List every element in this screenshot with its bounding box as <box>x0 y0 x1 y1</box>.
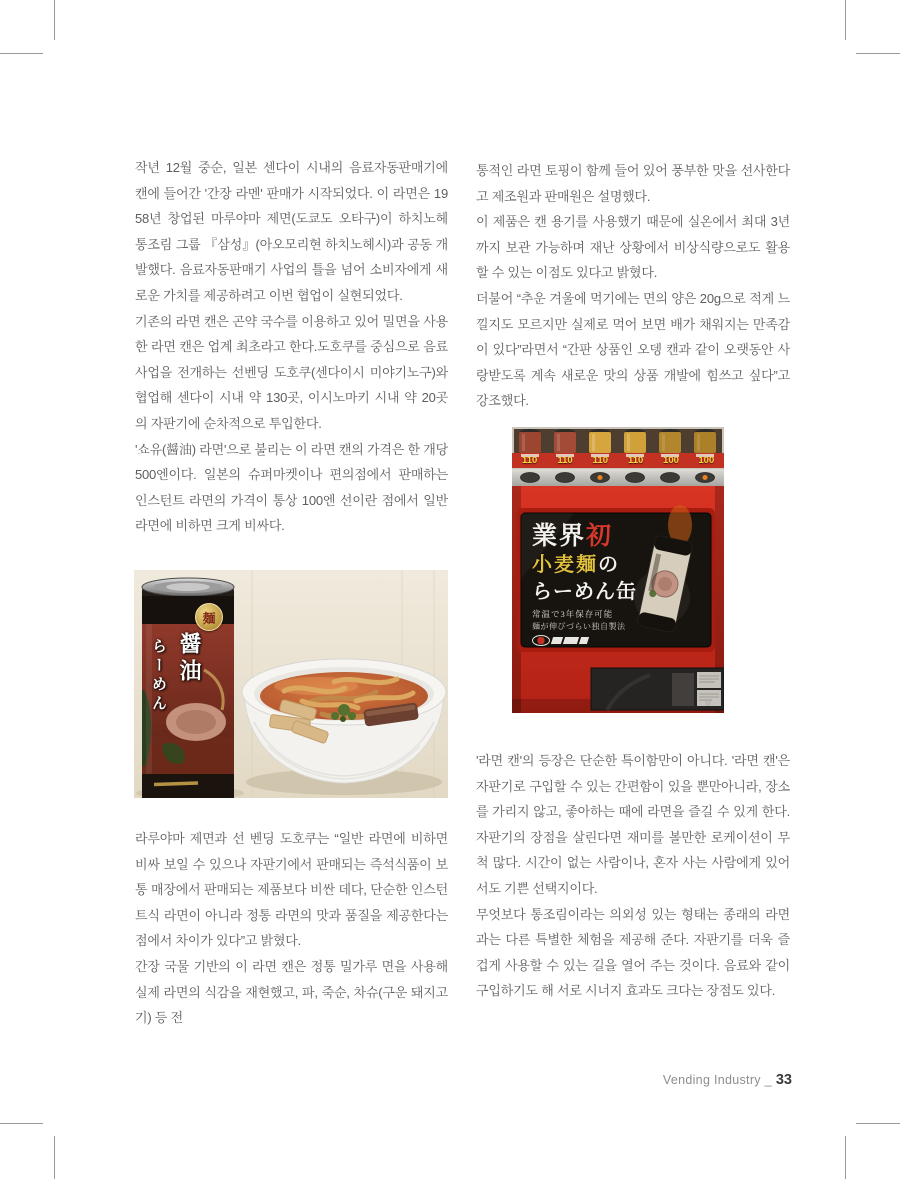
poster-subline-1: 常温で3年保存可能 <box>532 609 614 619</box>
poster-headline-2-accent: 小麦麺 <box>532 554 598 576</box>
crop-mark-top-right-h <box>856 53 900 54</box>
poster-headline-3: らーめん缶 <box>532 581 637 603</box>
poster-headline-2: 小麦麺の <box>532 554 620 576</box>
ramen-can-and-bowl-photo <box>134 570 448 798</box>
poster-subline-2: 麺が伸びづらい独自製法 <box>532 621 626 631</box>
paragraph: 더불어 “추운 겨울에 먹기에는 면의 양은 20g으로 적게 느낄지도 모르지만 실제로 먹어 보면 배가 채워지는 만족감이 있다”라면서 “간판 상품인 오뎅 캔과 같이 오랫동안 사랑받도록 계속 새로운 맛의 상품 개발에 힘쓰고 싶다”고 강조했다. <box>476 290 790 409</box>
maker-logo-mark <box>563 637 579 644</box>
vending-machine-photo <box>512 427 724 713</box>
maker-logo <box>532 636 658 646</box>
price-label: 110 <box>627 455 644 466</box>
paragraph: 통적인 라면 토핑이 함께 들어 있어 풍부한 맛을 선사한다고 제조원과 판매원은 설명했다. <box>476 163 790 204</box>
can-noodle-badge: 麺 <box>195 603 223 631</box>
crop-mark-top-right-v <box>845 0 846 40</box>
price-label: 110 <box>522 455 538 466</box>
can-display-shelf <box>514 429 722 453</box>
price-labels-row <box>512 454 724 467</box>
paragraph: 이 제품은 캔 용기를 사용했기 때문에 실온에서 최대 3년까지 보관 가능하며 재난 상황에서 비상식량으로도 활용할 수 있는 이점도 있다고 밝혔다. <box>476 214 790 281</box>
paragraph: 라루야마 제면과 선 벤딩 도호쿠는 “일반 라면에 비하면 비싸 보일 수 있으나 자판기에서 판매되는 즉석식품이 보통 매장에서 판매되는 제품보다 비싼 데다, 단순한 인스턴트식 라면이 아니라 정통 라면의 맛과 품질을 제공한다는 점에서 차이가 있다”고 밝혔다. <box>135 831 448 949</box>
price-label: 100 <box>663 455 679 466</box>
journal-title: Vending Industry _ <box>662 1073 772 1087</box>
crop-mark-top-left-v <box>54 0 55 40</box>
crop-mark-bottom-right-v <box>845 1136 846 1179</box>
maker-logo-mark <box>579 637 589 644</box>
maker-logo-mark <box>551 637 563 644</box>
crop-mark-bottom-right-h <box>856 1123 900 1124</box>
poster-text-block <box>532 524 658 646</box>
paragraph: 기존의 라면 캔은 곤약 국수를 이용하고 있어 밀면을 사용한 라면 캔은 업계 최초라고 한다.도호쿠를 중심으로 음료사업을 전개하는 선벤딩 도호쿠(센다이시 미야기노구)와 협업해 센다이 시내 약 130곳, 이시노마키 시내 약 20곳의 자판기에 순차적으로 투입한다. <box>135 313 448 431</box>
left-column-bottom-text <box>135 826 448 1031</box>
right-column-top-text <box>476 158 790 414</box>
poster-headline-1: 業界初 <box>532 523 614 550</box>
price-label: 110 <box>592 455 608 466</box>
paragraph: 무엇보다 통조림이라는 의외성 있는 형태는 종래의 라면과는 다른 특별한 체험을 제공해 준다. 자판기를 더욱 즐겁게 사용할 수 있는 길을 열어 주는 것이다. 음료와 같이 구입하기도 해 서로 시너지 효과도 크다는 장점도 있다. <box>476 906 790 999</box>
right-column-bottom-text <box>476 748 790 1004</box>
crop-mark-bottom-left-h <box>0 1123 43 1124</box>
paragraph: '쇼유(醤油) 라면'으로 불리는 이 라면 캔의 가격은 한 개당 500엔이다. 일본의 슈퍼마켓이나 편의점에서 판매하는 인스턴트 라면의 가격이 통상 100엔 선이란 점에서 일반 라면에 비하면 크게 비싸다. <box>135 441 448 534</box>
price-label: 110 <box>557 455 573 466</box>
page-footer <box>663 1071 792 1089</box>
left-column-top-text <box>135 155 448 539</box>
paragraph: '라면 캔'의 등장은 단순한 특이함만이 아니다. '라면 캔'은 자판기로 구입할 수 있는 간편함이 있을 뿐만아니라, 장소를 가리지 않고, 좋아하는 때에 라면을 즐길 수 있게 한다. 자판기의 장점을 살린다면 재미를 볼만한 로케이션이 무척 많다. 시간이 없는 사람이나, 혼자 사는 사람에게 있어서도 기쁜 선택지이다. <box>476 753 790 896</box>
page-number: 33 <box>775 1072 792 1088</box>
poster-headline-1-accent: 初 <box>586 523 614 550</box>
can-label-text-ramen: らーめん <box>150 638 166 714</box>
paragraph: 간장 국물 기반의 이 라면 캔은 정통 밀가루 면을 사용해 실제 라면의 식감을 재현했고, 파, 죽순, 차슈(구운 돼지고기) 등 전 <box>135 958 448 1026</box>
price-label: 100 <box>698 455 715 466</box>
selection-button-bar <box>512 469 724 486</box>
crop-mark-top-left-h <box>0 53 43 54</box>
can-label-text-shoyu: 醤油 <box>177 632 202 686</box>
crop-mark-bottom-left-v <box>54 1136 55 1179</box>
maker-logo-oval-icon <box>532 635 550 646</box>
lower-service-panel <box>591 668 724 710</box>
paragraph: 작년 12월 중순, 일본 센다이 시내의 음료자동판매기에 캔에 들어간 '간장 라멘' 판매가 시작되었다. 이 라면은 1958년 창업된 마루야마 제면(도쿄도 오타구)이 하치노헤 통조림 그룹 『삼성』(아오모리현 하치노헤시)과 공동 개발했다. 음료자동판매기 사업의 틀을 넘어 소비자에게 새로운 가치를 제공하려고 이번 협업이 실현되었다. <box>135 160 448 303</box>
